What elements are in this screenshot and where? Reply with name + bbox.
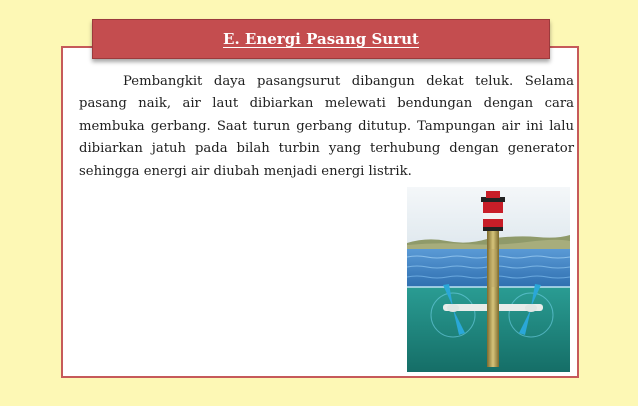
body-paragraph: Pembangkit daya pasangsurut dibangun dekat teluk. Selama pasang naik, air laut dibiarkan melewati bendungan dengan cara membuka gerbang. Saat turun gerbang ditutup. Tampungan air ini lalu dibiarkan jatuh pada bilah turbin yang terhubung dengan generator sehingga energi air diubah menjadi energi listrik. — [79, 74, 574, 179]
section-title: E. Energi Pasang Surut — [223, 30, 419, 48]
tidal-turbine-illustration — [407, 187, 570, 372]
section-title-bar — [92, 19, 550, 59]
